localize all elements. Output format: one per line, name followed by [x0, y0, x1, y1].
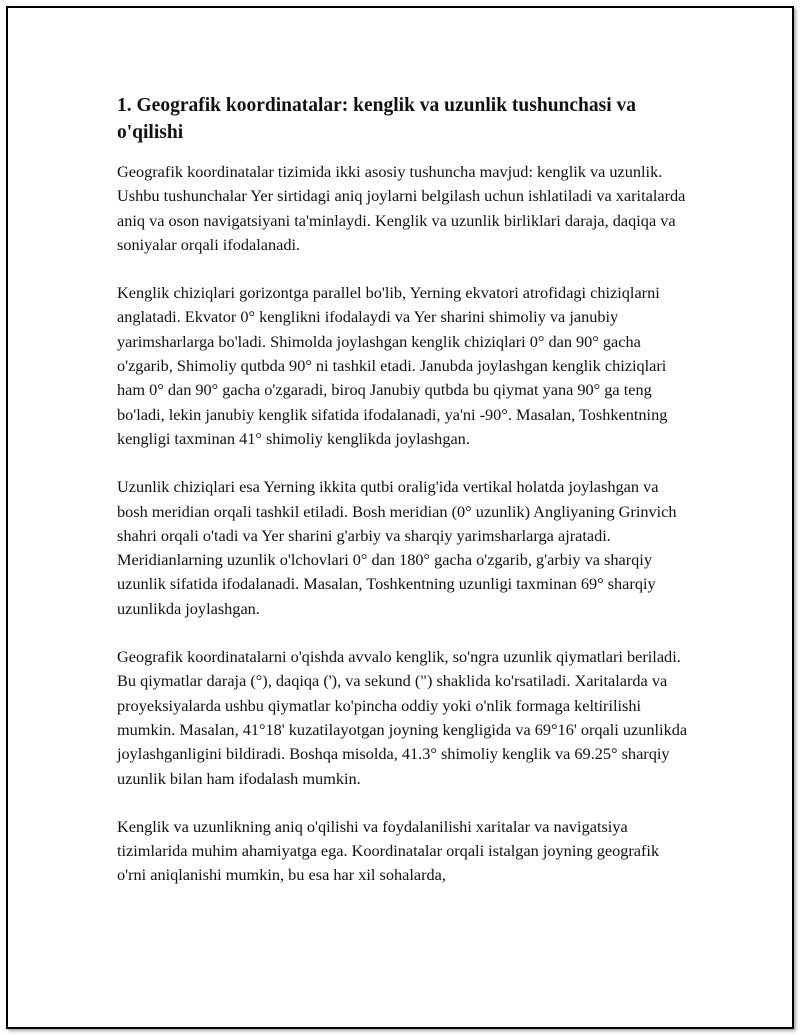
- paragraph-latitude: Kenglik chiziqlari gorizontga parallel bo'lib, Yerning ekvatori atrofidagi chiziqlarni anglatadi. Ekvator 0° kenglikni ifodalaydi va Yer sharini shimoliy va janubiy yarimsharlarga bo'ladi. Shimolda joylashgan kenglik chiziqlari 0° dan 90° gacha o'zgarib, Shimoliy qutbda 90° ni tashkil etadi. Janubda joylashgan kenglik chiziqlari ham 0° dan 90° gacha o'zgaradi, biroq Janubiy qutbda bu qiymat yana 90° ga teng bo'ladi, lekin janubiy kenglik sifatida ifodalanadi, ya'ni -90°. Masalan, Toshkentning kengligi taxminan 41° shimoliy kenglikda joylashgan.: [117, 283, 668, 448]
- document-body: [117, 92, 689, 912]
- paragraph-importance: Kenglik va uzunlikning aniq o'qilishi va foydalanilishi xaritalar va navigatsiya tizimlarida muhim ahamiyatga ega. Koordinatalar orqali istalgan joyning geografik o'rni aniqlanishi mumkin, bu esa har xil sohalarda,: [117, 816, 660, 885]
- paragraph-longitude: Uzunlik chiziqlari esa Yerning ikkita qutbi oralig'ida vertikal holatda joylashgan va bosh meridian orqali tashkil etiladi. Bosh meridian (0° uzunlik) Angliyaning Grinvich shahri orqali o'tadi va Yer sharini g'arbiy va sharqiy yarimsharlarga ajratadi. Meridianlarning uzunlik o'lchovlari 0° dan 180° gacha o'zgarib, g'arbiy va sharqiy uzunlik sifatida ifodalanadi. Masalan, Toshkentning uzunligi taxminan 69° sharqiy uzunlikda joylashgan.: [117, 477, 677, 618]
- section-heading: 1. Geografik koordinatalar: kenglik va uzunlik tushunchasi va o'qilishi: [117, 95, 637, 143]
- paragraph-intro: Geografik koordinatalar tizimida ikki asosiy tushuncha mavjud: kenglik va uzunlik. Ushbu tushunchalar Yer sirtidagi aniq joylarni belgilash uchun ishlatiladi va xaritalarda aniq va oson navigatsiyani ta'minlaydi. Kenglik va uzunlik birliklari daraja, daqiqa va soniyalar orqali ifodalanadi.: [117, 162, 686, 254]
- paragraph-reading-coordinates: Geografik koordinatalarni o'qishda avvalo kenglik, so'ngra uzunlik qiymatlari beriladi. Bu qiymatlar daraja (°), daqiqa ('), va sekund (") shaklida ko'rsatiladi. Xaritalarda va proyeksiyalarda ushbu qiymatlar ko'pincha oddiy yoki o'nlik formaga keltirilishi mumkin. Masalan, 41°18' kuzatilayotgan joyning kengligida va 69°16' orqali uzunlikda joylashganligini bildiradi. Boshqa misolda, 41.3° shimoliy kenglik va 69.25° sharqiy uzunlik bilan ham ifodalash mumkin.: [117, 647, 688, 788]
